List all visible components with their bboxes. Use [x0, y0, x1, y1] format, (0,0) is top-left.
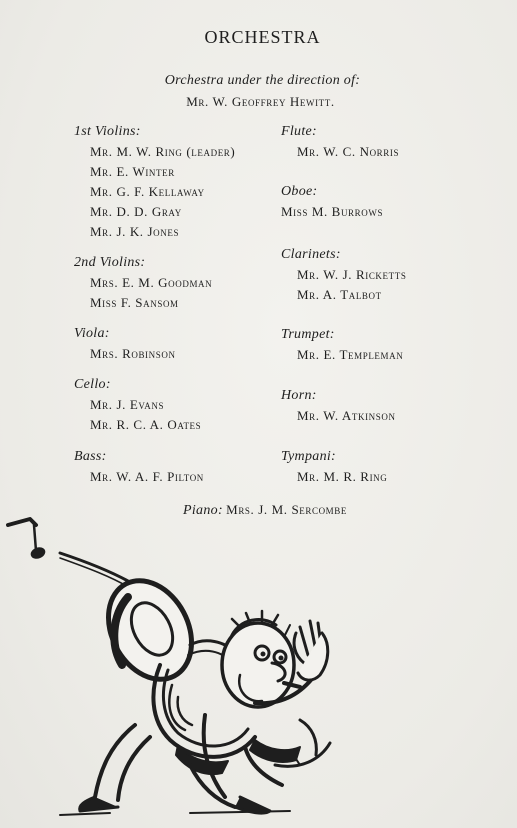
member: Mr. D. D. Gray — [90, 204, 182, 219]
page-title: ORCHESTRA — [204, 27, 321, 47]
direction-line: Orchestra under the direction of: — [164, 73, 361, 88]
member: Mr. W. A. F. Pilton — [90, 469, 204, 484]
section-label: Oboe: — [281, 184, 318, 199]
section-cello — [74, 375, 201, 435]
director-name: Mr. W. Geoffrey Hewitt. — [186, 94, 335, 109]
section-clarinets — [281, 245, 406, 305]
section-label: 2nd Violins: — [74, 255, 146, 270]
section-horn — [281, 386, 396, 426]
member: Mr. M. W. Ring (leader) — [90, 144, 236, 159]
section-label: Clarinets: — [281, 247, 341, 262]
member: Mr. M. R. Ring — [297, 469, 388, 484]
member: Miss F. Sansom — [90, 295, 179, 310]
piano-label: Piano: — [183, 503, 223, 518]
member: Mr. J. K. Jones — [90, 224, 180, 239]
section-oboe — [281, 182, 383, 222]
member: Mrs. E. M. Goodman — [90, 275, 213, 290]
section-label: Cello: — [74, 377, 111, 392]
section-tympani — [281, 447, 387, 487]
section-viola — [74, 324, 176, 364]
tuba-player-illustration — [0, 515, 517, 828]
music-note-icon — [8, 519, 46, 560]
member: Mr. R. C. A. Oates — [90, 417, 202, 432]
section-label: Trumpet: — [281, 327, 335, 342]
member: Mr. W. Atkinson — [297, 408, 396, 423]
section-flute — [281, 122, 399, 162]
member: Mr. W. J. Ricketts — [297, 267, 407, 282]
section-label: 1st Violins: — [74, 124, 141, 139]
section-label: Tympani: — [281, 449, 337, 464]
member: Miss M. Burrows — [281, 204, 384, 219]
section-trumpet — [281, 325, 403, 365]
member: Mr. E. Templeman — [297, 347, 404, 362]
section-2nd-violins — [74, 253, 212, 313]
member: Mr. W. C. Norris — [297, 144, 400, 159]
section-label: Flute: — [281, 124, 318, 139]
member: Mr. G. F. Kellaway — [90, 184, 205, 199]
section-label: Bass: — [74, 449, 107, 464]
section-1st-violins — [74, 122, 235, 242]
piano-name: Mrs. J. M. Sercombe — [226, 502, 347, 517]
section-label: Viola: — [74, 326, 110, 341]
member: Mr. A. Talbot — [297, 287, 382, 302]
member: Mr. E. Winter — [90, 164, 175, 179]
member: Mr. J. Evans — [90, 397, 165, 412]
section-bass — [74, 447, 204, 487]
member: Mrs. Robinson — [90, 346, 176, 361]
section-label: Horn: — [281, 388, 317, 403]
